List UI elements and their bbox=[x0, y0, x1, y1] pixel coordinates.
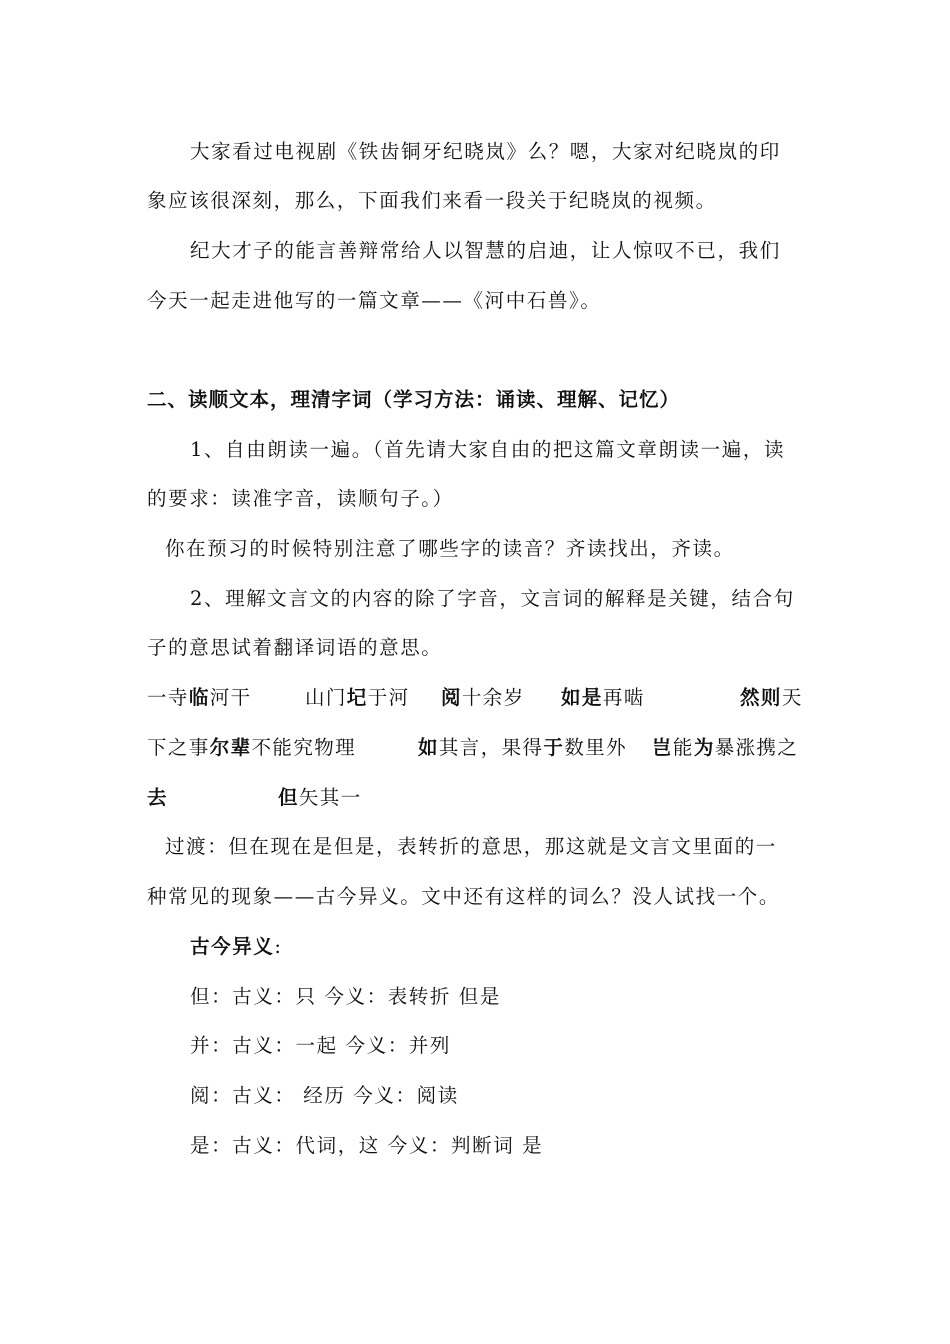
gujin-title-colon: : bbox=[274, 935, 283, 958]
gujin-item: 是：古义：代词，这 今义：判断词 是 bbox=[190, 1134, 544, 1157]
section-2-heading: 二、读顺文本，理清字词（学习方法：诵读、理解、记忆） bbox=[147, 388, 681, 411]
vocab-text: 其言，果得 bbox=[438, 736, 544, 759]
vocab-phrase bbox=[147, 784, 168, 812]
vocab-text: 于河 bbox=[367, 686, 410, 709]
vocab-keyword: 岂 bbox=[652, 736, 673, 759]
intro-paragraph-2-line-1: 纪大才子的能言善辩常给人以智慧的启迪，让人惊叹不已，我们 bbox=[190, 239, 781, 262]
intro-paragraph-2-line-2: 今天一起走进他写的一篇文章——《河中石兽》。 bbox=[147, 289, 602, 312]
vocab-phrase bbox=[418, 734, 627, 762]
vocab-phrase bbox=[305, 684, 410, 712]
vocab-text: 十余岁 bbox=[461, 686, 525, 709]
vocab-phrase bbox=[740, 684, 803, 712]
transition-line-2: 种常见的现象——古今异义。文中还有这样的词么？没人试找一个。 bbox=[147, 885, 781, 908]
vocab-text: 数里外 bbox=[564, 736, 628, 759]
intro-paragraph-1-line-1: 大家看过电视剧《铁齿铜牙纪晓岚》么？嗯，大家对纪晓岚的印 bbox=[190, 140, 781, 163]
item-1-line-2: 的要求：读准字音，读顺句子。） bbox=[147, 487, 454, 510]
vocab-keyword: 临 bbox=[188, 686, 210, 709]
item-2-line-1: 2、理解文言文的内容的除了字音，文言词的解释是关键，结合句 bbox=[190, 587, 795, 610]
vocab-phrase bbox=[278, 784, 362, 812]
item-2-line-2: 子的意思试着翻译词语的意思。 bbox=[147, 636, 443, 659]
vocab-keyword: 去 bbox=[147, 786, 168, 809]
vocab-phrase bbox=[147, 734, 356, 762]
vocab-phrase bbox=[652, 734, 798, 762]
vocab-text: 暴涨携之 bbox=[714, 736, 799, 759]
vocab-text: 河干 bbox=[209, 686, 252, 709]
item-1-line-1: 1、自由朗读一遍。（首先请大家自由的把这篇文章朗读一遍，读 bbox=[190, 438, 786, 461]
vocab-phrase bbox=[561, 684, 645, 712]
vocab-text: 不能究物理 bbox=[251, 736, 357, 759]
vocab-keyword: 尔辈 bbox=[209, 736, 252, 759]
vocab-text: 再啮 bbox=[602, 686, 645, 709]
vocab-text: 一寺 bbox=[147, 686, 189, 709]
vocab-keyword: 阅 bbox=[441, 686, 462, 709]
vocab-keyword: 如是 bbox=[561, 686, 603, 709]
gujin-yiyi-title bbox=[190, 933, 850, 961]
gujin-title-text: 古今异义 bbox=[190, 935, 275, 958]
intro-paragraph-1-line-2: 象应该很深刻，那么，下面我们来看一段关于纪晓岚的视频。 bbox=[147, 189, 717, 212]
gujin-item: 但：古义：只 今义：表转折 但是 bbox=[190, 985, 501, 1008]
vocab-phrase bbox=[441, 684, 525, 712]
gujin-item: 并：古义：一起 今义：并列 bbox=[190, 1034, 451, 1057]
vocab-keyword: 圮 bbox=[346, 686, 368, 709]
transition-line-1: 过渡：但在现在是但是，表转折的意思，那这就是文言文里面的一 bbox=[165, 835, 777, 858]
vocab-keyword: 但 bbox=[278, 786, 299, 809]
vocab-phrase bbox=[147, 684, 252, 712]
vocab-text: 下之事 bbox=[147, 736, 210, 759]
vocab-keyword: 然则 bbox=[740, 686, 782, 709]
gujin-item: 阅：古义： 经历 今义：阅读 bbox=[190, 1084, 459, 1107]
vocab-keyword: 于 bbox=[543, 736, 565, 759]
pronunciation-question: 你在预习的时候特别注意了哪些字的读音？齐读找出，齐读。 bbox=[165, 537, 735, 560]
vocab-text: 山门 bbox=[305, 686, 347, 709]
vocab-keyword: 为 bbox=[693, 736, 715, 759]
vocab-text: 天 bbox=[781, 686, 803, 709]
vocab-keyword: 如 bbox=[418, 736, 439, 759]
vocab-text: 能 bbox=[672, 736, 694, 759]
vocab-text: 矢其一 bbox=[298, 786, 362, 809]
